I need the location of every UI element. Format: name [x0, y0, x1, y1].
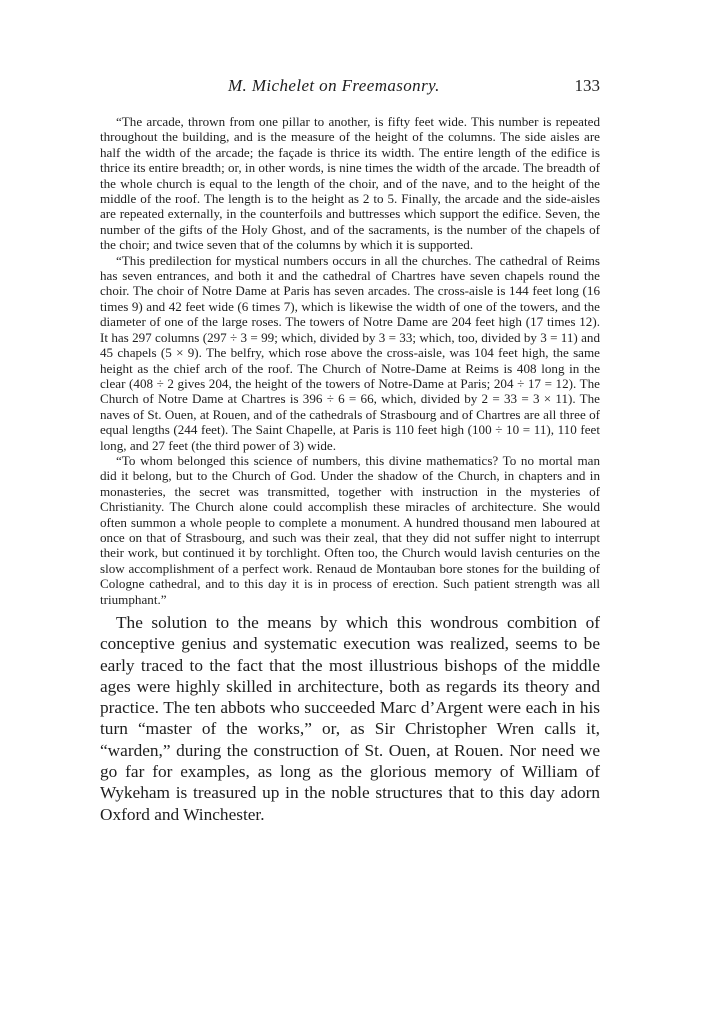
- running-title: M. Michelet on Freemasonry.: [228, 76, 440, 95]
- quote-paragraph: “The arcade, thrown from one pillar to another, is fifty feet wide. This number is repeated throughout the building, and is the measure of the height of the columns. The side aisles are half the width of the arcade; the façade is thrice its width. The entire length of the edifice is thrice its entire breadth; or, in other words, is nine times the width of the arcade. The breadth of the whole church is equal to the length of the choir, and of the nave, and to the height of the middle of the roof. The length is to the height as 2 to 5. Finally, the arcade and the side-aisles are repeated externally, in the counterfoils and buttresses which support the edifice. Seven, the number of the gifts of the Holy Ghost, and of the sacraments, is the number of the chapels of the choir; and twice seven that of the columns by which it is supported.: [100, 114, 600, 253]
- body-paragraph: The solution to the means by which this wondrous combition of conceptive genius and systematic execution was realized, seems to be early traced to the fact that the most illustrious bishops of the middle ages were highly skilled in architecture, both as regards its theory and practice. The ten abbots who succeeded Marc d’Argent were each in his turn “master of the works,” or, as Sir Christopher Wren calls it, “warden,” during the construction of St. Ouen, at Rouen. Nor need we go far for examples, as long as the glorious memory of William of Wykeham is treasured up in the noble structures that to this day adorn Oxford and Winchester.: [100, 613, 600, 824]
- page-number: 133: [574, 76, 600, 95]
- body-text: [100, 612, 600, 825]
- quote-paragraph: “To whom belonged this science of numbers, this divine mathematics? To no mortal man did it belong, but to the Church of God. Under the shadow of the Church, in chapters and in monasteries, the secret was transmitted, together with instruction in the mysteries of Christianity. The Church alone could accomplish these miracles of architecture. She would often summon a whole people to complete a monument. A hundred thousand men laboured at once on that of Strasbourg, and such was their zeal, that they did not suffer night to interrupt their work, but continued it by torchlight. Often too, the Church would lavish centuries on the slow accomplishment of a perfect work. Renaud de Montauban bore stones for the building of Cologne cathedral, and to this day it is in process of erection. Such patient strength was all triumphant.”: [100, 452, 600, 607]
- running-head: [100, 70, 600, 100]
- quoted-passage: [100, 114, 600, 607]
- quote-paragraph: “This predilection for mystical numbers occurs in all the churches. The cathedral of Reims has seven entrances, and both it and the cathedral of Chartres have seven chapels round the choir. The choir of Notre Dame at Paris has seven arcades. The cross-aisle is 144 feet long (16 times 9) and 42 feet wide (6 times 7), which is likewise the width of one of the towers, and the diameter of one of the large roses. The towers of Notre Dame are 204 feet high (17 times 12). It has 297 columns (297 ÷ 3 = 99; which, divided by 3 = 33; which, too, divided by 3 = 11) and 45 chapels (5 × 9). The belfry, which rose above the cross-aisle, was 104 feet high, the same height as the chief arch of the roof. The Church of Notre-Dame at Reims is 408 long in the clear (408 ÷ 2 gives 204, the height of the towers of Notre-Dame at Paris; 204 ÷ 17 = 12). The Church of Notre Dame at Chartres is 396 ÷ 6 = 66, which, divided by 2 = 33 = 3 × 11). The naves of St. Ouen, at Rouen, and of the cathedrals of Strasbourg and of Chartres are all three of equal lengths (244 feet). The Saint Chapelle, at Paris is 110 feet high (100 ÷ 10 = 11), 110 feet long, and 27 feet (the third power of 3) wide.: [100, 252, 600, 453]
- book-page: [100, 70, 600, 825]
